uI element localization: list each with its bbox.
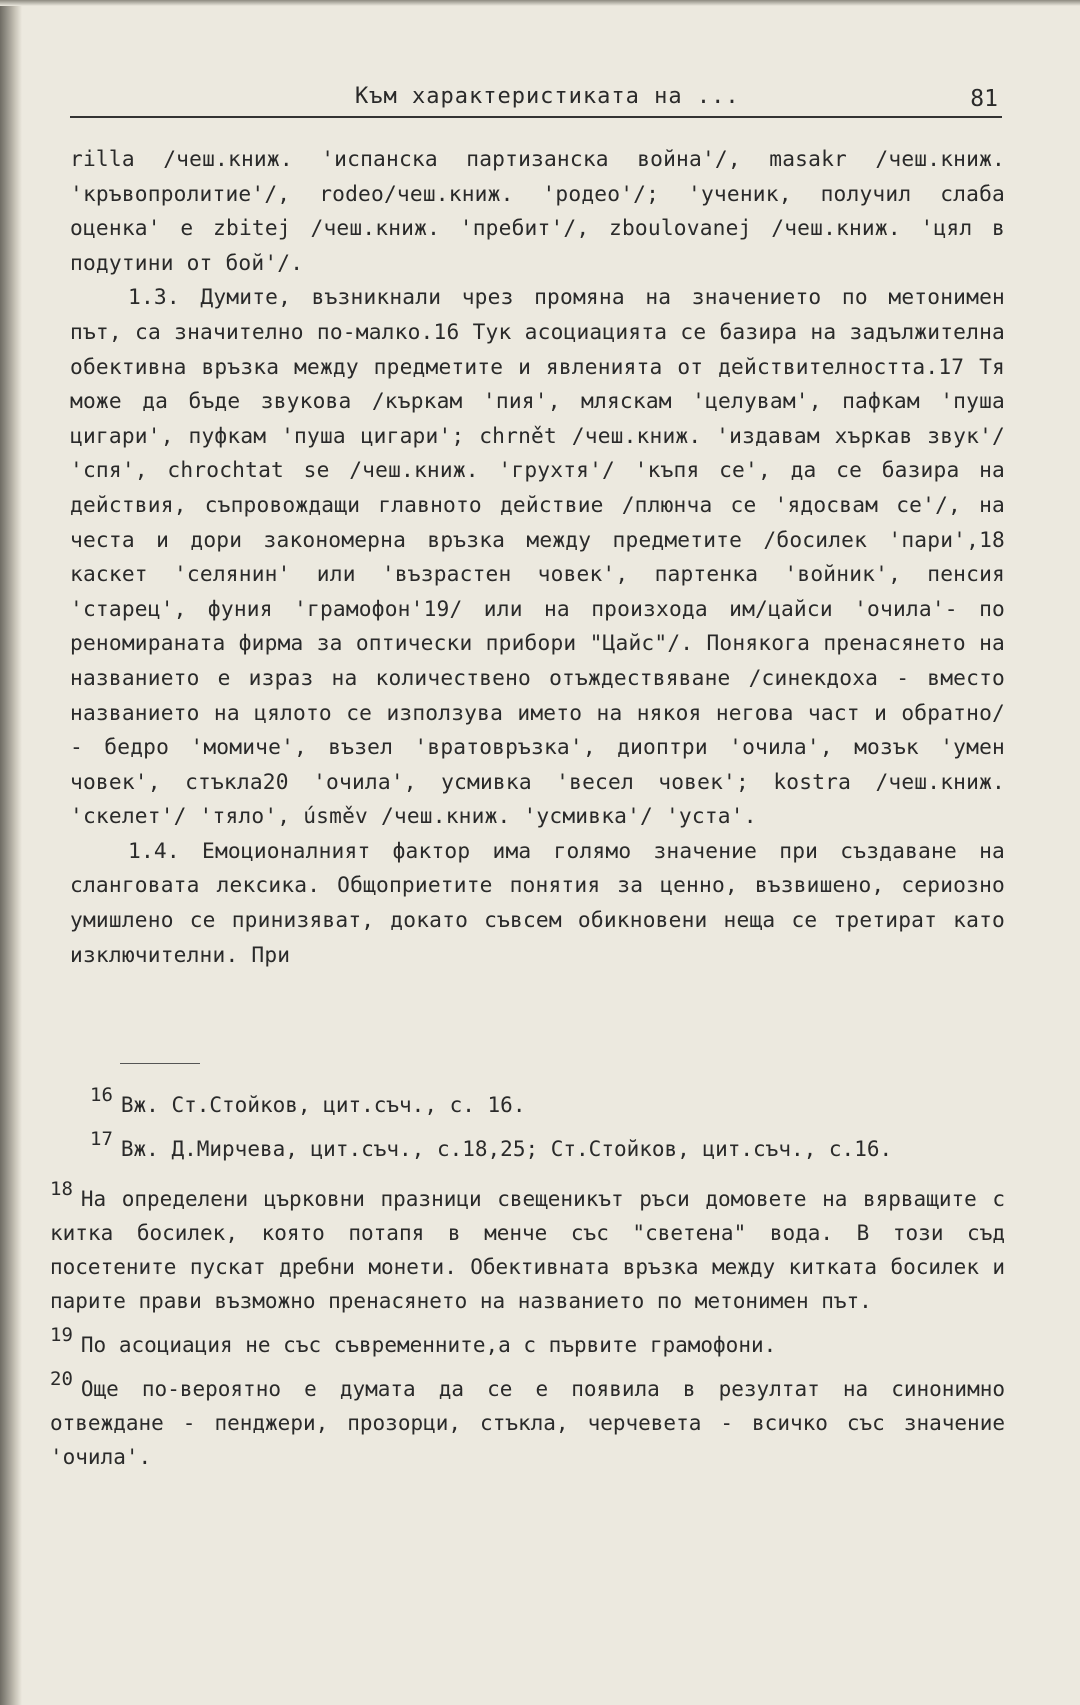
page-edge-shadow bbox=[0, 0, 22, 1705]
footnote-16-text: Вж. Ст.Стойков, цит.съч., с. 16. bbox=[120, 1093, 526, 1117]
footnote-17-number: 17 bbox=[90, 1128, 113, 1150]
footnote-18 bbox=[50, 1172, 1005, 1318]
main-text bbox=[70, 142, 1005, 972]
page-number: 81 bbox=[970, 86, 998, 112]
footnotes bbox=[50, 1078, 1005, 1474]
footnote-18-text: На определени църковни празници свещеникът ръси домовете на вярващите с китка босилек, която потапя в менче със "светена" вода. В този съд посетените пускат дребни монети. Обективната връзка между китката босилек и парите прави възможно пренасянето на названието по метонимен път. bbox=[50, 1187, 1005, 1313]
footnote-20-number: 20 bbox=[50, 1368, 73, 1390]
page-top-edge bbox=[0, 0, 1080, 6]
footnote-20-text: Още по-вероятно е думата да се е появила в резултат на синонимно отвеждане - пенджери, прозорци, стъкла, черчевета - всичко със значение 'очила'. bbox=[50, 1377, 1005, 1469]
footnote-17-text: Вж. Д.Мирчева, цит.съч., с.18,25; Ст.Стойков, цит.съч., с.16. bbox=[120, 1137, 893, 1161]
footnote-19-number: 19 bbox=[50, 1324, 73, 1346]
running-title: Към характеристиката на ... bbox=[355, 84, 740, 109]
footnote-19 bbox=[50, 1318, 1005, 1362]
page-header bbox=[70, 80, 1002, 118]
footnote-20 bbox=[50, 1362, 1005, 1474]
paragraph-1: rilla /чеш.книж. 'испанска партизанска война'/, masakr /чеш.книж. 'кръвопролитие'/, rodeo/чеш.книж. 'родео'/; 'ученик, получил слаба оценка' е zbitej /чеш.книж. 'пребит'/, zboulovanej /чеш.книж. 'цял в подутини от бой'/. bbox=[70, 146, 1005, 275]
footnote-separator bbox=[120, 1063, 200, 1064]
paragraph-1-4: 1.4. Емоционалният фактор има голямо значение при създаване на сланговата лексика. Общоприетите понятия за ценно, възвишено, сериозно умишлено се принизяват, докато съвсем обикновени неща се третират като изключителни. При bbox=[70, 837, 1005, 967]
footnote-16 bbox=[50, 1078, 1005, 1122]
paragraph-1-3: 1.3. Думите, възникнали чрез промяна на значението по метонимен път, са значително по-малко.16 Тук асоциацията се базира на задължителна обективна връзка между предметите и явленията от действителността.17 Тя може да бъде звукова /къркам 'пия', мляскам 'целувам', пафкам 'пуша цигари', пуфкам 'пуша цигари'; chrnět /чеш.книж. 'издавам хъркав звук'/ 'спя', chrochtat se /чеш.книж. 'грухтя'/ 'къпя се', да се базира на действия, съпровождащи главното действие /плюнча се 'ядосвам се'/, на честа и дори закономерна връзка между предметите /босилек 'пари',18 каскет 'селянин' или 'възрастен човек', партенка 'войник', пенсия 'старец', фуния 'грамофон'19/ или на произхода им/цайси 'очила'- по реномираната фирма за оптически прибори "Цайс"/. Понякога пренасянето на названието е израз на количествено отъждествяване /синекдоха - вместо названието на цялото се използува името на някоя негова част и обратно/ - бедро 'момиче', възел 'вратовръзка', диоптри 'очила', мозък 'умен човек', стъкла20 'очила', усмивка 'весел човек'; kostra /чеш.книж. 'скелет'/ 'тяло', úsměv /чеш.книж. 'усмивка'/ 'уста'. bbox=[70, 284, 1005, 829]
footnote-17 bbox=[50, 1122, 1005, 1166]
footnote-19-text: По асоциация не със съвременните,а с първите грамофони. bbox=[80, 1333, 777, 1357]
footnote-18-number: 18 bbox=[50, 1178, 73, 1200]
footnote-16-number: 16 bbox=[90, 1084, 113, 1106]
